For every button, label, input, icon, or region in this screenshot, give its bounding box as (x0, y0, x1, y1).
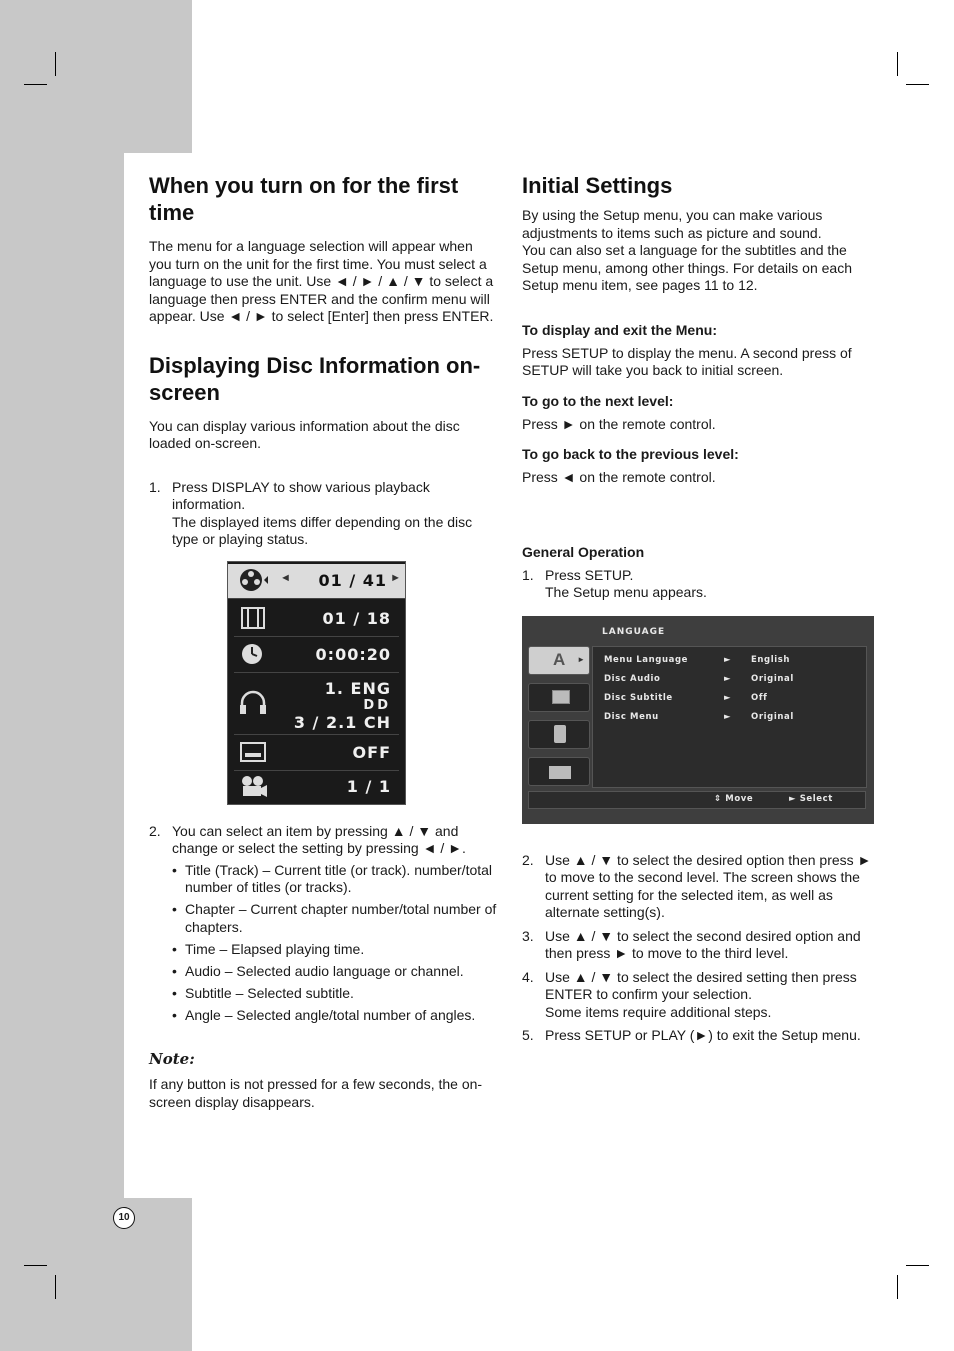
heading-next-level: To go to the next level: (522, 392, 674, 409)
step-text: Press SETUP. (545, 566, 634, 583)
setup-menu-header: LANGUAGE (602, 626, 666, 637)
step-number: 5. (522, 1027, 534, 1043)
step-text: Use ▲ / ▼ to select the desired setting then press ENTER to confirm your selection. (545, 968, 857, 1002)
osd-time-value: 0:00:20 (315, 644, 391, 664)
osd-row-title (228, 564, 405, 599)
osd-row-time (234, 638, 399, 673)
move-hint (714, 794, 753, 804)
left-arrow-icon: ◄ (280, 571, 291, 584)
move-hint-label: Move (725, 793, 754, 804)
setup-row-label: Disc Menu (604, 711, 659, 722)
disc-info-steps (149, 479, 499, 549)
on-screen-display-panel (227, 561, 406, 805)
list-item: • Angle – Selected angle/total number of angles. (172, 1007, 499, 1025)
camera-angle-icon (238, 773, 268, 799)
osd-title-value: 01 / 41 (318, 570, 387, 590)
disc-info-body: You can display various information about the disc loaded on-screen. (149, 417, 460, 451)
step-number: 2. (149, 822, 161, 839)
osd-audio-value (294, 680, 391, 731)
setup-row-label: Disc Subtitle (604, 692, 673, 703)
crop-mark (897, 1275, 898, 1299)
setup-row-label: Menu Language (604, 654, 689, 665)
list-item: • Time – Elapsed playing time. (172, 941, 499, 959)
step-text: Press DISPLAY to show various playback information. (172, 478, 430, 512)
crop-mark (24, 84, 47, 85)
next-level-body: Press ► on the remote control. (522, 415, 716, 432)
step-item (522, 1027, 874, 1045)
setup-row-label: Disc Audio (604, 673, 661, 684)
list-item: • Audio – Selected audio language or channel. (172, 963, 499, 981)
step-text: Press SETUP or PLAY (►) to exit the Setup menu. (545, 1027, 861, 1043)
osd-row-angle (234, 770, 399, 804)
step-number: 4. (522, 968, 534, 985)
top-margin-band (0, 0, 192, 153)
step-subtext: The displayed items differ depending on the disc type or playing status. (172, 513, 473, 547)
osd-row-audio (234, 674, 399, 735)
chapter-film-icon (238, 605, 268, 631)
step-item (149, 823, 499, 1025)
page-number: 10 (113, 1207, 135, 1229)
step-number: 3. (522, 927, 534, 944)
left-column (149, 172, 499, 1111)
bottom-margin-band (0, 1198, 192, 1351)
right-arrow-icon: ► (789, 793, 800, 804)
first-time-body: The menu for a language selection will appear when you turn on the unit for the first time. You must select a language to use the unit. Use ◄ / ► / ▲ / ▼ to select a language then press ENTER and the confirm menu will appear. Use ◄ / ► to select [Enter] then press ENTER. (149, 238, 494, 324)
setup-row-value: Original (751, 711, 794, 722)
note-body: If any button is not pressed for a few seconds, the on-screen display disappears. (149, 1076, 483, 1110)
step-item (522, 852, 874, 922)
arrow-icon: ► (724, 711, 732, 722)
crop-mark (24, 1265, 47, 1266)
general-operation-steps (522, 567, 874, 602)
osd-row-subtitle (234, 736, 399, 771)
list-item: • Title (Track) – Current title (or track). number/total number of titles (or tracks). (172, 862, 499, 897)
initial-settings-intro-1: By using the Setup menu, you can make various adjustments to items such as picture and sound. (522, 207, 823, 241)
osd-row-chapter (234, 602, 399, 637)
step-text: Use ▲ / ▼ to select the desired option then press ► to move to the second level. The screen shows the current setting for the selected item, as well as alternate setting(s). (545, 851, 872, 920)
step-item (522, 928, 874, 963)
select-hint-label: Select (799, 793, 833, 804)
setup-row-value: Original (751, 673, 794, 684)
osd-items-list (172, 862, 499, 1025)
crop-mark (55, 1275, 56, 1299)
step-number: 2. (522, 851, 534, 868)
left-margin-band (0, 0, 124, 1351)
step-item (522, 567, 874, 602)
step-item (149, 479, 499, 549)
step-subtext: Some items require additional steps. (545, 1003, 772, 1020)
crop-mark (55, 52, 56, 76)
right-column (522, 172, 874, 1051)
step-text: You can select an item by pressing ▲ / ▼ and change or select the setting by pressing ◄ / ►. (172, 822, 466, 856)
crop-mark (897, 52, 898, 76)
heading-previous-level: To go back to the previous level: (522, 446, 739, 462)
osd-angle-value: 1 / 1 (346, 776, 391, 796)
osd-chapter-value: 01 / 18 (322, 608, 391, 628)
setup-menu-footer (528, 791, 866, 809)
section-title-initial-settings: Initial Settings (522, 173, 673, 198)
osd-audio-channel: 3 / 2.1 CH (293, 712, 391, 732)
title-reel-icon (238, 567, 268, 593)
general-operation-steps-2 (522, 852, 874, 1045)
crop-mark (906, 84, 929, 85)
arrow-icon: ► (724, 654, 732, 665)
dolby-digital-logo: DD (363, 697, 391, 713)
section-title-first-time: When you turn on for the first time (149, 173, 459, 225)
heading-display-menu: To display and exit the Menu: (522, 321, 717, 338)
headphones-icon (238, 690, 268, 716)
note-title: Note: (149, 1050, 195, 1068)
crop-mark (906, 1265, 929, 1266)
step-item (522, 969, 874, 1022)
display-menu-body: Press SETUP to display the menu. A second press of SETUP will take you back to initial screen. (522, 344, 852, 378)
language-tab-icon: A ► (528, 646, 590, 675)
arrow-icon: ► (724, 692, 732, 703)
select-hint (789, 794, 833, 804)
audio-tab-icon (528, 720, 590, 749)
subtitle-icon (238, 739, 268, 765)
osd-audio-language: 1. ENG (324, 678, 391, 698)
display-tab-icon (528, 683, 590, 712)
up-down-icon: ⇕ (714, 793, 726, 804)
step-subtext: The Setup menu appears. (545, 584, 707, 600)
section-title-disc-info: Displaying Disc Information on-screen (149, 352, 481, 405)
setup-menu-screenshot (522, 616, 874, 824)
setup-row-value: English (751, 654, 791, 665)
lock-tab-icon (528, 757, 590, 786)
step-number: 1. (149, 478, 161, 495)
list-item: • Subtitle – Selected subtitle. (172, 985, 499, 1003)
right-arrow-icon: ► (390, 571, 401, 584)
previous-level-body: Press ◄ on the remote control. (522, 469, 716, 485)
step-number: 1. (522, 566, 534, 583)
initial-settings-intro-2: You can also set a language for the subtitles and the Setup menu, among other things. For details on each Setup menu item, see pages 11 to 12. (522, 242, 852, 293)
heading-general-operation: General Operation (522, 543, 645, 560)
clock-icon (238, 641, 268, 667)
setup-row-value: Off (751, 692, 768, 703)
step-text: Use ▲ / ▼ to select the second desired option and then press ► to move to the third level. (545, 927, 861, 961)
arrow-icon: ► (724, 673, 732, 684)
list-item: • Chapter – Current chapter number/total number of chapters. (172, 901, 499, 936)
osd-subtitle-value: OFF (352, 742, 391, 762)
disc-info-steps-2 (149, 823, 499, 1025)
